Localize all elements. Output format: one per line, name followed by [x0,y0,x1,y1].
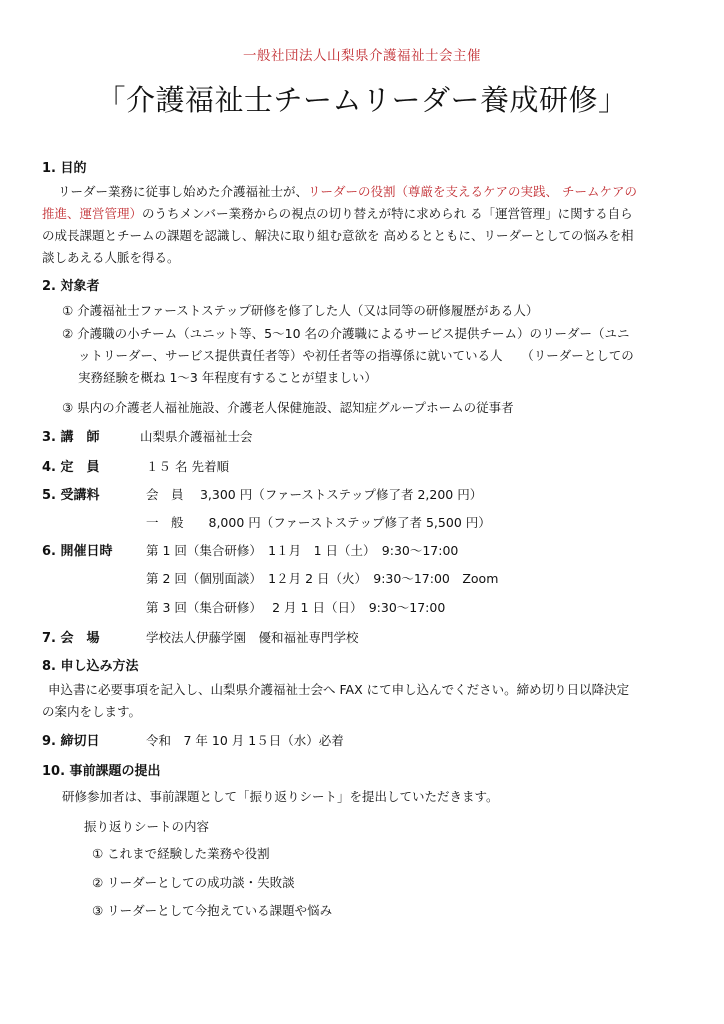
application-line: 申込書に必要事項を記入し、山梨県介護福祉士会へ FAX にて申し込んでください。締め切り日以降決定 [48,682,630,697]
venue-value: 学校法人伊藤学園 優和福祉専門学校 [146,630,359,645]
purpose-role-highlight: リーダーの役割（尊厳を支えるケアの実践、 チームケアの [308,184,637,199]
instructor-value: 山梨県介護福祉士会 [140,429,253,444]
purpose-role-highlight-cont: 推進、運営管理） [42,206,143,221]
target-item-2 [62,323,692,389]
instructor-label: 3. 講 師 [42,430,100,445]
schedule-label: 6. 開催日時 [42,544,113,559]
application-paragraph [42,679,692,723]
target-item-1: ① 介護福祉士ファーストステップ研修を修了した人（又は同等の研修履歴がある人） [62,303,539,318]
schedule-session-2: 第 2 回（個別面談） 1２月 2 日（火） 9:30～17:00 Zoom [146,571,499,586]
application-heading: 8. 申し込み方法 [42,659,139,674]
capacity-value: １５ 名 先着順 [146,459,229,474]
purpose-paragraph [42,181,688,269]
target-heading: 2. 対象者 [42,279,100,294]
purpose-text: リーダー業務に従事し始めた介護福祉士が、 [58,184,309,199]
schedule-session-3: 第 3 回（集合研修） 2 月 1 日（日） 9:30～17:00 [146,600,446,615]
application-line: の案内をします。 [42,704,142,719]
assignment-item-2: ② リーダーとしての成功談・失敗談 [92,875,295,890]
purpose-text: のうちメンバー業務からの視点の切り替えが特に求められ る「運営管理」に関する自ら [142,206,633,221]
organizer-line: 一般社団法人山梨県介護福祉士会主催 [243,48,481,64]
schedule-session-1: 第 1 回（集合研修） 1１月 1 日（土） 9:30～17:00 [146,543,459,558]
purpose-heading: 1. 目的 [42,161,87,176]
target-item-3: ③ 県内の介護老人福祉施設、介護老人保健施設、認知症グループホームの従事者 [62,400,514,415]
assignment-heading: 10. 事前課題の提出 [42,764,161,779]
assignment-sheet-label: 振り返りシートの内容 [84,819,210,834]
page-title: 「介護福祉士チームリーダー養成研修」 [96,83,628,117]
assignment-item-1: ① これまで経験した業務や役割 [92,846,270,861]
target-item-2-line: ットリーダー、サービス提供責任者等）や初任者等の指導係に就いている人 （リーダーとしての [78,348,634,363]
purpose-line-3: の成長課題とチームの課題を認識し、解決に取り組む意欲を 高めるとともに、リーダーとしての悩みを相 [42,228,634,243]
assignment-intro: 研修参加者は、事前課題として「振り返りシート」を提出していただきます。 [62,789,499,804]
capacity-label: 4. 定 員 [42,460,100,475]
purpose-line-4: 談しあえる人脈を得る。 [42,250,180,265]
target-item-2-line: ② 介護職の小チーム（ユニット等、5～10 名の介護職によるサービス提供チーム）のリーダー（ユニ [62,326,630,341]
assignment-item-3: ③ リーダーとして今抱えている課題や悩み [92,903,333,918]
purpose-line-2 [42,203,688,225]
purpose-line-1 [42,181,688,203]
fee-general: 一 般 8,000 円（ファーストステップ修了者 5,500 円） [146,515,491,530]
fee-member: 会 員 3,300 円（ファーストステップ修了者 2,200 円） [146,487,483,502]
deadline-label: 9. 締切日 [42,734,100,749]
deadline-value: 令和 7 年 10 月 1５日（水）必着 [146,733,344,748]
venue-label: 7. 会 場 [42,631,100,646]
target-item-2-line: 実務経験を概ね 1～3 年程度有することが望ましい） [78,370,377,385]
fee-label: 5. 受講料 [42,488,100,503]
